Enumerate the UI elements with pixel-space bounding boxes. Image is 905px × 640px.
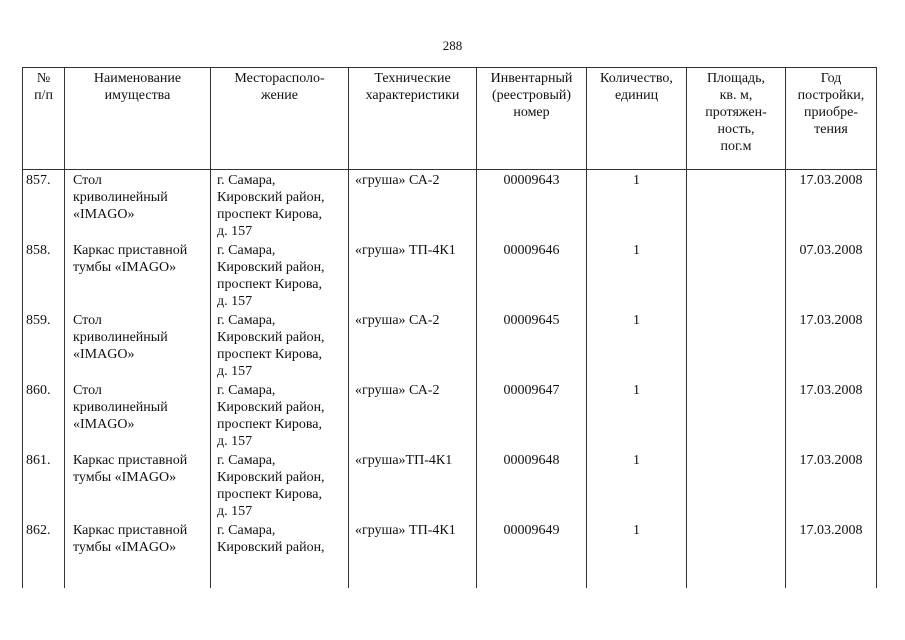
cell-location-line: г. Самара, xyxy=(217,173,276,188)
cell-location-line: проспект Кирова, xyxy=(217,417,322,432)
cell-inventory: 00009646 xyxy=(477,240,587,310)
table-row xyxy=(23,310,877,380)
header-year xyxy=(786,68,877,170)
cell-location xyxy=(211,240,349,310)
header-area-line: пог.м xyxy=(720,139,752,154)
cell-location-line: д. 157 xyxy=(217,504,253,519)
cell-location-line: Кировский район, xyxy=(217,190,325,205)
cell-location-line: г. Самара, xyxy=(217,523,276,538)
property-registry-table xyxy=(22,67,877,588)
cell-location-line: проспект Кирова, xyxy=(217,347,322,362)
cell-location xyxy=(211,380,349,450)
header-inventory xyxy=(477,68,587,170)
cell-location-line: Кировский район, xyxy=(217,330,325,345)
cell-area xyxy=(687,450,786,520)
cell-name xyxy=(65,450,211,520)
cell-name xyxy=(65,170,211,241)
cell-location-line: д. 157 xyxy=(217,364,253,379)
cell-quantity: 1 xyxy=(587,170,687,241)
header-tech-line: Технические xyxy=(374,71,451,86)
cell-name-line: Каркас приставной xyxy=(73,243,188,258)
cell-name-line: тумбы «IMAGO» xyxy=(73,470,177,485)
table-row xyxy=(23,380,877,450)
header-year-line: Год xyxy=(820,71,842,86)
header-year-line: постройки, xyxy=(797,88,865,103)
cell-location-line: Кировский район, xyxy=(217,540,325,555)
table-row xyxy=(23,520,877,588)
cell-number: 857. xyxy=(23,170,65,241)
cell-area xyxy=(687,520,786,588)
cell-inventory: 00009648 xyxy=(477,450,587,520)
cell-area xyxy=(687,380,786,450)
cell-year: 17.03.2008 xyxy=(786,380,877,450)
cell-quantity: 1 xyxy=(587,310,687,380)
cell-location xyxy=(211,450,349,520)
cell-location xyxy=(211,520,349,588)
cell-name-line: Стол xyxy=(73,313,102,328)
header-name-line: Наименование xyxy=(93,71,182,86)
cell-name-line: Стол xyxy=(73,383,102,398)
table-row xyxy=(23,170,877,241)
cell-quantity: 1 xyxy=(587,450,687,520)
header-number-line: п/п xyxy=(34,88,53,103)
header-location xyxy=(211,68,349,170)
cell-area xyxy=(687,240,786,310)
cell-inventory: 00009645 xyxy=(477,310,587,380)
table-body xyxy=(23,170,877,589)
header-location-line: жение xyxy=(261,88,298,103)
header-location-line: Месторасполо- xyxy=(234,71,325,86)
cell-area xyxy=(687,310,786,380)
cell-location-line: д. 157 xyxy=(217,294,253,309)
cell-name-line: Стол xyxy=(73,173,102,188)
header-area-line: протяжен- xyxy=(705,105,767,120)
cell-location-line: г. Самара, xyxy=(217,383,276,398)
header-name-line: имущества xyxy=(104,88,171,103)
cell-inventory: 00009643 xyxy=(477,170,587,241)
cell-location-line: проспект Кирова, xyxy=(217,207,322,222)
header-tech xyxy=(349,68,477,170)
cell-location-line: г. Самара, xyxy=(217,453,276,468)
header-number-line: № xyxy=(36,71,51,86)
cell-location-line: г. Самара, xyxy=(217,313,276,328)
cell-name xyxy=(65,310,211,380)
cell-year: 17.03.2008 xyxy=(786,450,877,520)
cell-number: 858. xyxy=(23,240,65,310)
cell-name-line: Каркас приставной xyxy=(73,453,188,468)
cell-number: 860. xyxy=(23,380,65,450)
header-inventory-line: номер xyxy=(513,105,550,120)
header-tech-line: характеристики xyxy=(365,88,460,103)
cell-location-line: Кировский район, xyxy=(217,470,325,485)
cell-tech: «груша» СА-2 xyxy=(349,310,477,380)
cell-area xyxy=(687,170,786,241)
header-area-line: ность, xyxy=(717,122,755,137)
cell-name xyxy=(65,240,211,310)
header-area-line: Площадь, xyxy=(706,71,766,86)
cell-location-line: проспект Кирова, xyxy=(217,277,322,292)
cell-name-line: «IMAGO» xyxy=(73,347,135,362)
cell-name-line: «IMAGO» xyxy=(73,417,135,432)
header-quantity-line: единиц xyxy=(614,88,659,103)
cell-name-line: «IMAGO» xyxy=(73,207,135,222)
cell-name-line: Каркас приставной xyxy=(73,523,188,538)
header-inventory-line: (реестровый) xyxy=(491,88,572,103)
cell-location-line: Кировский район, xyxy=(217,400,325,415)
cell-location-line: д. 157 xyxy=(217,224,253,239)
header-quantity xyxy=(587,68,687,170)
cell-quantity: 1 xyxy=(587,520,687,588)
page-number: 288 xyxy=(442,38,463,53)
header-inventory-line: Инвентарный xyxy=(490,71,573,86)
cell-number: 862. xyxy=(23,520,65,588)
table-header xyxy=(23,68,877,170)
header-row xyxy=(23,68,877,170)
table-row xyxy=(23,240,877,310)
cell-number: 861. xyxy=(23,450,65,520)
cell-location-line: г. Самара, xyxy=(217,243,276,258)
header-year-line: приобре- xyxy=(804,105,858,120)
cell-inventory: 00009649 xyxy=(477,520,587,588)
cell-tech: «груша» ТП-4К1 xyxy=(349,520,477,588)
header-area xyxy=(687,68,786,170)
header-area-line: кв. м, xyxy=(719,88,753,103)
cell-name-line: криволинейный xyxy=(73,190,168,205)
cell-quantity: 1 xyxy=(587,380,687,450)
cell-number: 859. xyxy=(23,310,65,380)
cell-name xyxy=(65,380,211,450)
header-number xyxy=(23,68,65,170)
cell-name xyxy=(65,520,211,588)
cell-quantity: 1 xyxy=(587,240,687,310)
cell-year: 17.03.2008 xyxy=(786,520,877,588)
cell-location-line: Кировский район, xyxy=(217,260,325,275)
cell-year: 07.03.2008 xyxy=(786,240,877,310)
cell-inventory: 00009647 xyxy=(477,380,587,450)
cell-name-line: криволинейный xyxy=(73,330,168,345)
cell-year: 17.03.2008 xyxy=(786,310,877,380)
cell-tech: «груша» ТП-4К1 xyxy=(349,240,477,310)
header-name xyxy=(65,68,211,170)
cell-year: 17.03.2008 xyxy=(786,170,877,241)
cell-location xyxy=(211,170,349,241)
cell-tech: «груша»ТП-4К1 xyxy=(349,450,477,520)
cell-name-line: криволинейный xyxy=(73,400,168,415)
cell-location-line: д. 157 xyxy=(217,434,253,449)
property-registry-sheet xyxy=(22,67,876,588)
cell-name-line: тумбы «IMAGO» xyxy=(73,260,177,275)
header-quantity-line: Количество, xyxy=(600,71,673,86)
cell-location xyxy=(211,310,349,380)
cell-tech: «груша» СА-2 xyxy=(349,380,477,450)
table-row xyxy=(23,450,877,520)
cell-location-line: проспект Кирова, xyxy=(217,487,322,502)
header-year-line: тения xyxy=(814,122,848,137)
cell-tech: «груша» СА-2 xyxy=(349,170,477,241)
cell-name-line: тумбы «IMAGO» xyxy=(73,540,177,555)
